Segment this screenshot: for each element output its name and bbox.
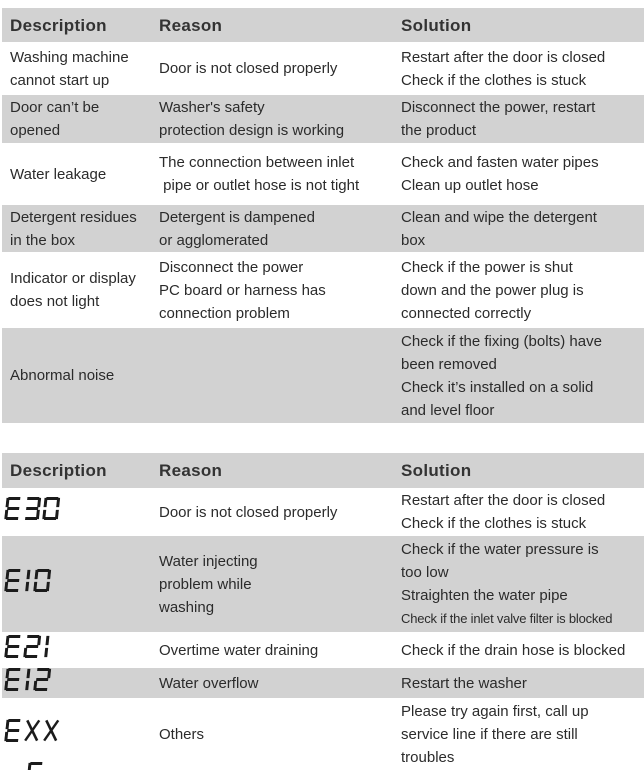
- reason-cell: [151, 57, 393, 80]
- column-header: Description: [10, 15, 107, 35]
- text-line: Check it’s installed on a solid: [401, 378, 594, 396]
- text-line: troubles: [401, 748, 455, 766]
- partial-error-code-glyph: [28, 762, 49, 770]
- table-row: [2, 95, 644, 143]
- column-header: Description: [10, 461, 107, 480]
- text-line: pipe or outlet hose is not tight: [159, 177, 360, 194]
- seven-seg-char-0: [42, 497, 60, 520]
- seven-seg-char-e: [28, 762, 45, 770]
- reason-cell: [151, 501, 393, 524]
- reason-cell: [151, 672, 393, 695]
- seven-seg-char-e: [4, 569, 22, 592]
- seven-seg-char-e: [4, 668, 22, 691]
- solution-cell: [393, 256, 644, 325]
- text-line: service line if there are still: [401, 725, 578, 743]
- description-cell: [2, 569, 151, 599]
- description-cell: [2, 635, 151, 665]
- text-line: Check if the water pressure is: [401, 541, 599, 558]
- reason-cell: [151, 151, 393, 197]
- table-row: [2, 668, 644, 698]
- text-line: Disconnect the power, restart: [401, 99, 596, 116]
- table-row: [2, 632, 644, 668]
- text-line: problem while: [159, 575, 252, 593]
- text-line: protection design is working: [159, 122, 345, 139]
- text-line: Check if the power is shut: [401, 258, 573, 276]
- reason-cell: [151, 96, 393, 142]
- seven-seg-char-1: [23, 569, 32, 592]
- text-line: Water overflow: [159, 674, 259, 692]
- text-line: The connection between inlet: [159, 154, 355, 171]
- seven-seg-char-x: [42, 719, 60, 742]
- description-cell: [2, 206, 151, 252]
- text-line: Check if the clothes is stuck: [401, 515, 587, 532]
- solution-cell: [393, 330, 644, 422]
- table-row: [2, 328, 644, 423]
- text-line: Check and fasten water pipes: [401, 154, 599, 171]
- solution-cell: [393, 489, 644, 535]
- text-line: Door is not closed properly: [159, 60, 338, 77]
- text-line: connected correctly: [401, 304, 532, 322]
- description-cell: [2, 497, 151, 527]
- solution-cell: [393, 206, 644, 252]
- text-line: Water injecting: [159, 552, 258, 570]
- text-line: Check if the inlet valve filter is blocked: [401, 611, 613, 626]
- table-row: [2, 42, 644, 95]
- text-line: Check if the fixing (bolts) have: [401, 332, 602, 350]
- text-line: Check if the drain hose is blocked: [401, 641, 626, 659]
- text-line: and level floor: [401, 401, 495, 419]
- table-header-row: [2, 453, 644, 488]
- text-line: Door is not closed properly: [159, 503, 338, 521]
- table-row: [2, 488, 644, 536]
- description-cell: [2, 719, 151, 749]
- text-line: Restart after the door is closed: [401, 48, 606, 66]
- text-line: Restart after the door is closed: [401, 492, 606, 509]
- text-line: opened: [10, 122, 61, 139]
- troubleshooting-table: [2, 8, 644, 423]
- seven-seg-char-3: [23, 497, 41, 520]
- text-line: Others: [159, 725, 205, 743]
- solution-cell: [393, 700, 644, 769]
- text-line: connection problem: [159, 304, 290, 322]
- text-line: Check if the clothes is stuck: [401, 71, 587, 89]
- seven-seg-char-0: [33, 569, 51, 592]
- text-line: Straighten the water pipe: [401, 587, 568, 604]
- error-code-display: [4, 668, 51, 691]
- solution-cell: [393, 639, 644, 662]
- text-line: been removed: [401, 355, 497, 373]
- column-header: Solution: [401, 15, 472, 35]
- text-line: or agglomerated: [159, 231, 269, 249]
- table-row: [2, 698, 644, 770]
- reason-cell: [151, 639, 393, 662]
- text-line: in the box: [10, 231, 76, 249]
- text-line: cannot start up: [10, 71, 110, 89]
- seven-seg-char-1: [23, 668, 32, 691]
- solution-cell: [393, 538, 644, 630]
- solution-cell: [393, 46, 644, 92]
- description-cell: [2, 364, 151, 387]
- table-row: [2, 252, 644, 328]
- text-line: Restart the washer: [401, 674, 527, 692]
- error-code-display: [4, 497, 60, 520]
- reason-cell: [151, 550, 393, 619]
- solution-cell: [393, 96, 644, 142]
- seven-seg-char-e: [4, 635, 22, 658]
- seven-seg-char-e: [4, 719, 22, 742]
- description-cell: [2, 668, 151, 698]
- text-line: does not light: [10, 293, 100, 310]
- text-line: Overtime water draining: [159, 641, 319, 659]
- column-header: Reason: [159, 461, 223, 480]
- text-line: PC board or harness has: [159, 281, 326, 299]
- solution-cell: [393, 151, 644, 197]
- description-cell: [2, 163, 151, 186]
- text-line: Washer's safety: [159, 99, 265, 116]
- text-line: Door can’t be: [10, 99, 100, 116]
- text-line: Water leakage: [10, 165, 107, 183]
- text-line: box: [401, 231, 426, 249]
- seven-seg-char-2: [33, 668, 51, 691]
- seven-seg-char-2: [23, 635, 41, 658]
- text-line: too low: [401, 564, 449, 581]
- description-cell: [2, 46, 151, 92]
- text-line: Detergent is dampened: [159, 208, 315, 226]
- text-line: Detergent residues: [10, 208, 137, 226]
- column-header: Reason: [159, 15, 223, 35]
- column-header: Solution: [401, 461, 472, 480]
- error-code-table: [2, 453, 644, 770]
- text-line: down and the power plug is: [401, 281, 584, 299]
- table-row: [2, 536, 644, 632]
- text-line: Please try again first, call up: [401, 702, 589, 720]
- text-line: Disconnect the power: [159, 258, 304, 276]
- seven-seg-char-x: [23, 719, 41, 742]
- description-cell: [2, 96, 151, 142]
- reason-cell: [151, 723, 393, 746]
- text-line: Clean up outlet hose: [401, 177, 539, 194]
- text-line: the product: [401, 122, 477, 139]
- error-code-display: [4, 635, 51, 658]
- description-cell: [2, 267, 151, 313]
- reason-cell: [151, 206, 393, 252]
- table-row: [2, 143, 644, 205]
- seven-seg-char-1: [42, 635, 51, 658]
- table-row: [2, 205, 644, 252]
- seven-seg-char-e: [4, 497, 22, 520]
- text-line: washing: [159, 598, 215, 616]
- text-line: Abnormal noise: [10, 367, 115, 384]
- solution-cell: [393, 672, 644, 695]
- error-code-display: [4, 569, 51, 592]
- error-code-display: [4, 719, 60, 742]
- table-header-row: [2, 8, 644, 42]
- text-line: Indicator or display: [10, 270, 136, 287]
- text-line: Washing machine: [10, 48, 129, 66]
- text-line: Clean and wipe the detergent: [401, 208, 597, 226]
- reason-cell: [151, 256, 393, 325]
